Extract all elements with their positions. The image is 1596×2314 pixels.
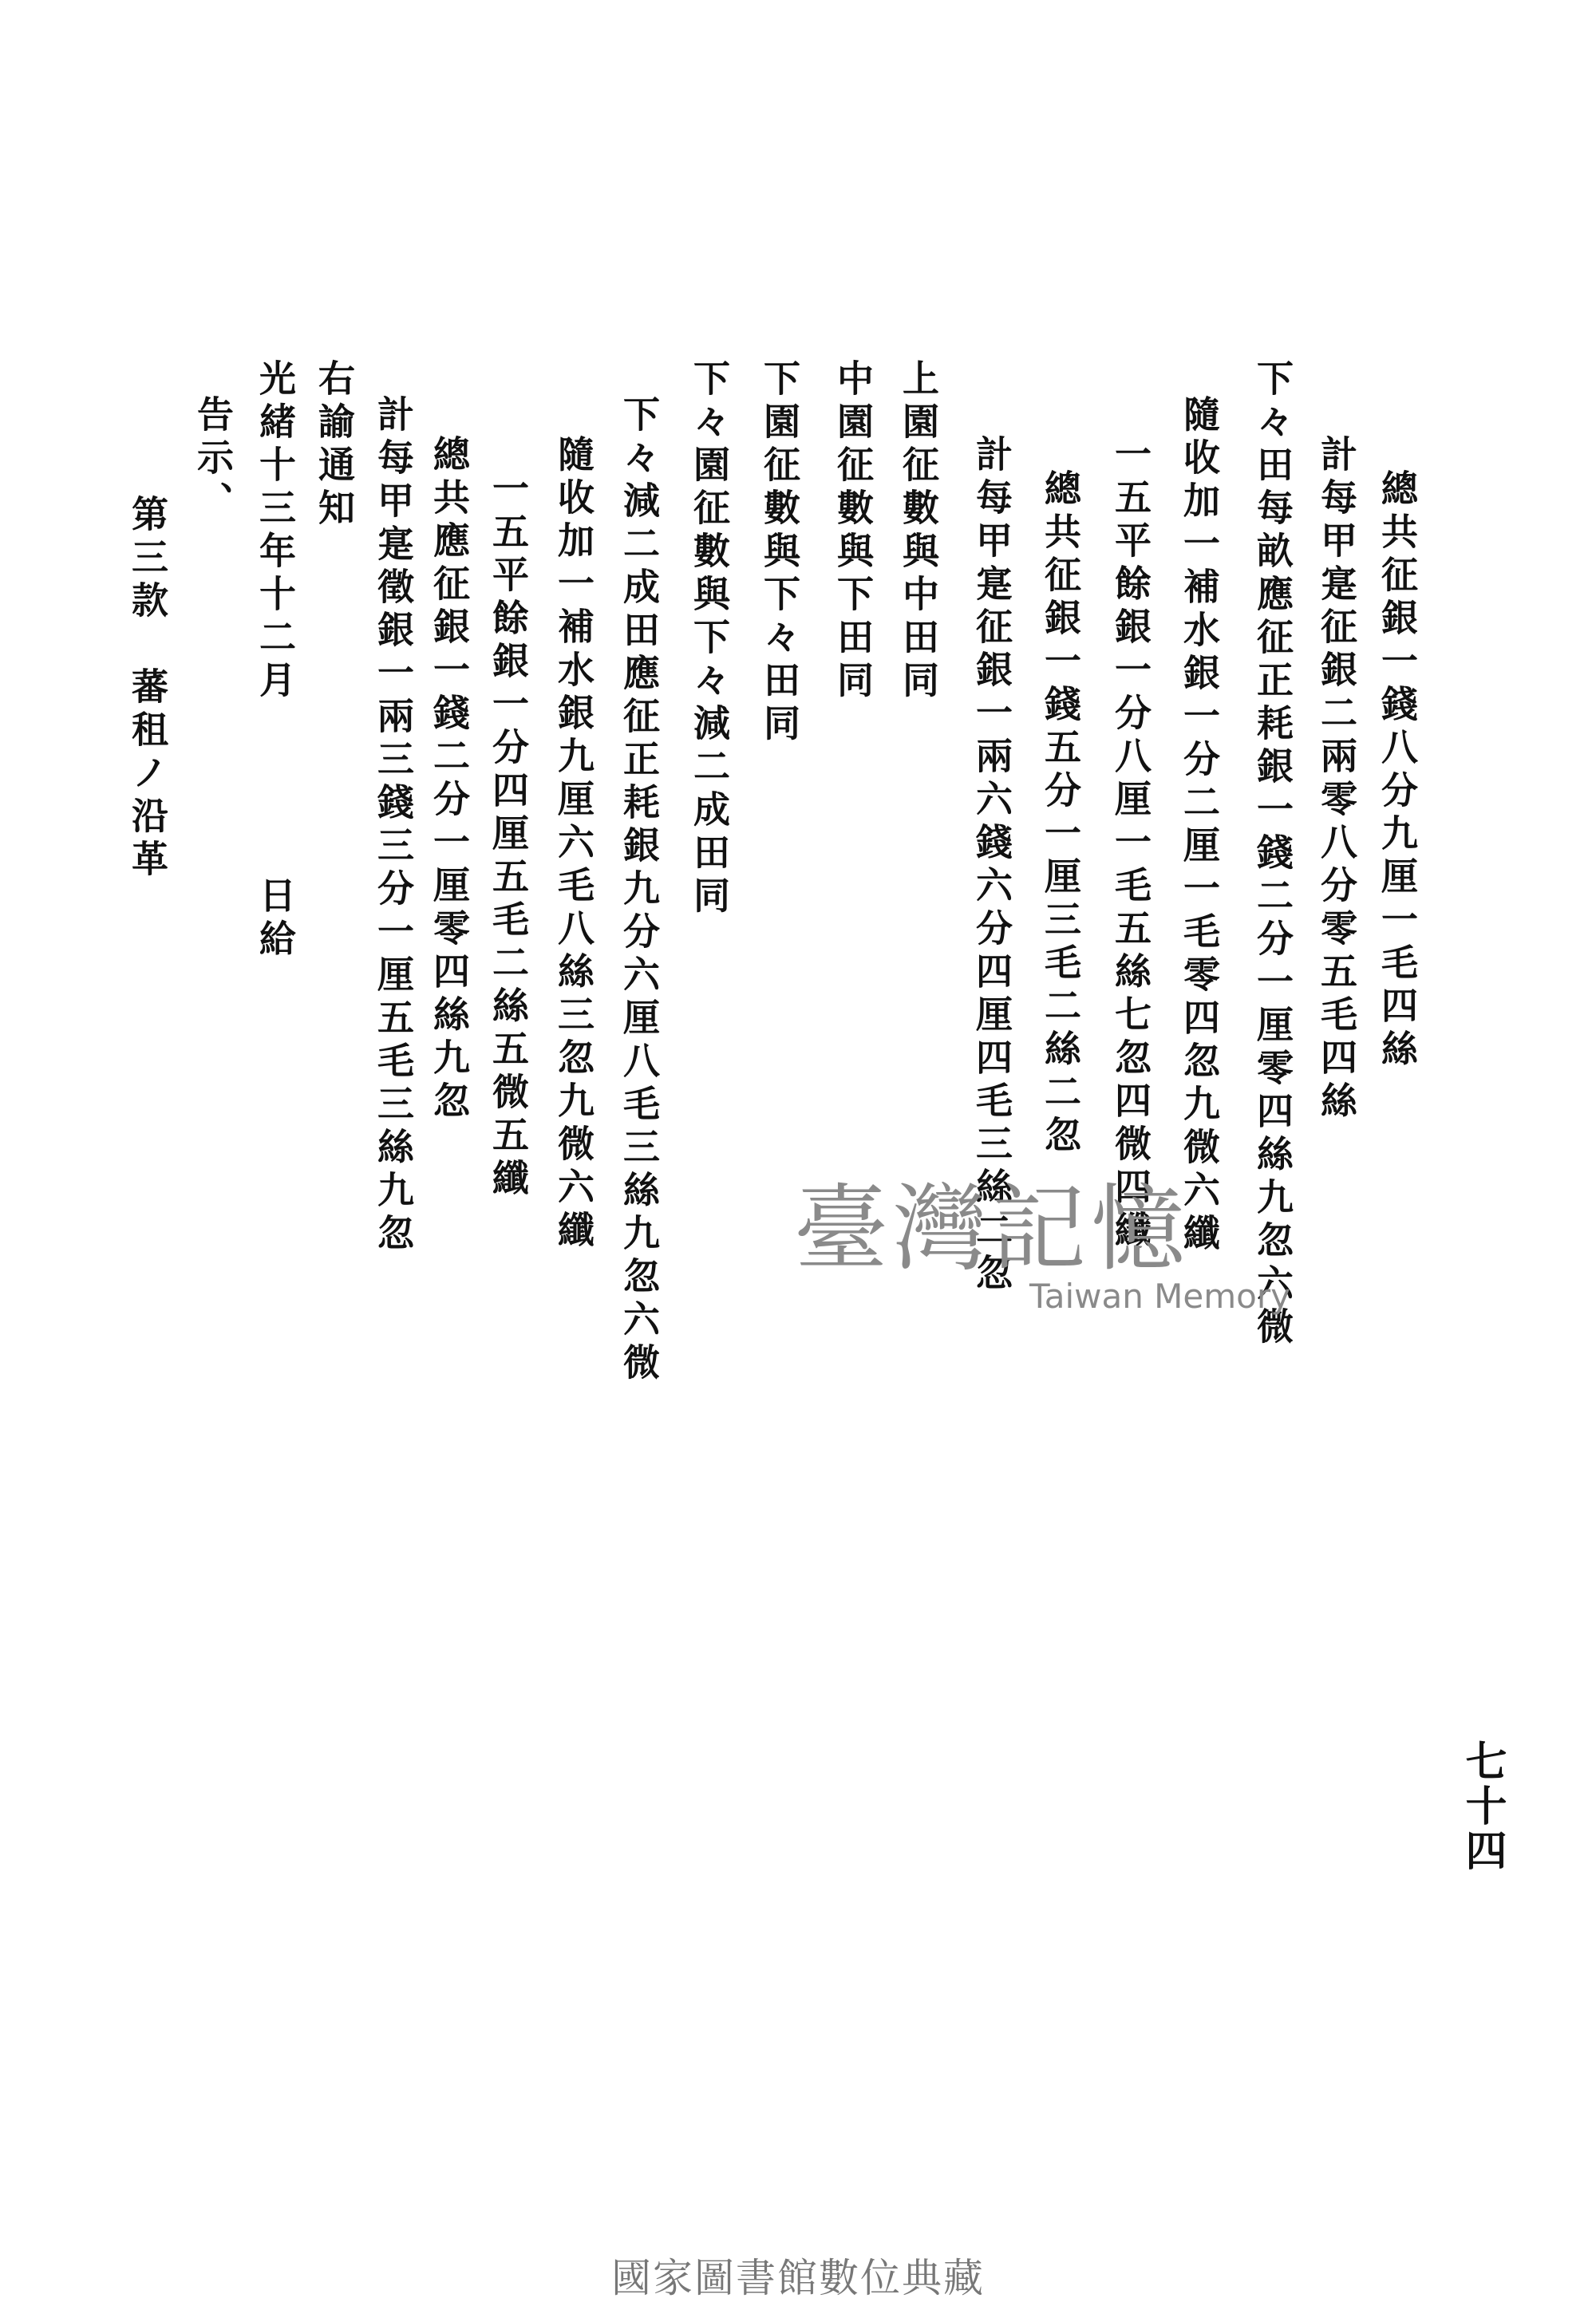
text-column-2: 計每甲寔征銀二兩零八分零五毛四絲	[1315, 435, 1358, 1124]
text-column-13: 隨收加一補水銀九厘六毛八絲三忽九微六纖	[552, 435, 595, 1254]
text-column-10: 下園征數與下々田同	[758, 359, 801, 747]
text-column-14: 一五平餘銀一分四厘五毛二絲五微五纖	[487, 469, 530, 1202]
section-heading: 第三款 蕃租ノ沿革	[126, 495, 169, 883]
footer-credit: 國家圖書館數位典藏	[611, 2255, 985, 2301]
text-column-1: 總共征銀一錢八分九厘一毛四絲	[1376, 469, 1419, 1072]
watermark-logo-chinese: 臺灣記憶	[794, 1174, 1191, 1284]
page-number: 七十四	[1458, 1739, 1507, 1874]
text-column-18: 光緒十三年十二月 日給	[254, 359, 297, 962]
text-column-17: 右諭通知	[313, 359, 356, 531]
text-column-7: 計每甲寔征銀一兩六錢六分四厘四毛三絲二忽	[970, 435, 1013, 1297]
text-column-16: 計每甲寔徵銀一兩三錢三分一厘五毛三絲九忽	[372, 395, 415, 1257]
text-column-15: 總共應征銀一錢二分一厘零四絲九忽	[428, 435, 471, 1124]
text-column-4: 隨收加一補水銀一分二厘一毛零四忽九微六纖	[1178, 395, 1221, 1257]
text-column-6: 總共征銀一錢五分一厘三毛二絲二忽	[1039, 469, 1082, 1159]
watermark-logo-english: Taiwan Memory	[1029, 1277, 1290, 1316]
text-column-8: 上園征數與中田同	[897, 359, 940, 704]
text-column-5: 一五平餘銀一分八厘一毛五絲七忽四微四纖	[1109, 435, 1152, 1254]
text-column-11: 下々園征數與下々減二成田同	[688, 359, 731, 919]
text-column-12: 下々減二成田應征正耗銀九分六厘八毛三絲九忽六微	[618, 395, 661, 1386]
text-column-19: 告示、	[192, 395, 235, 524]
text-column-3: 下々田每畝應征正耗銀一錢二分一厘零四絲九忽六微	[1251, 359, 1294, 1350]
text-column-9: 中園征數與下田同	[832, 359, 875, 704]
